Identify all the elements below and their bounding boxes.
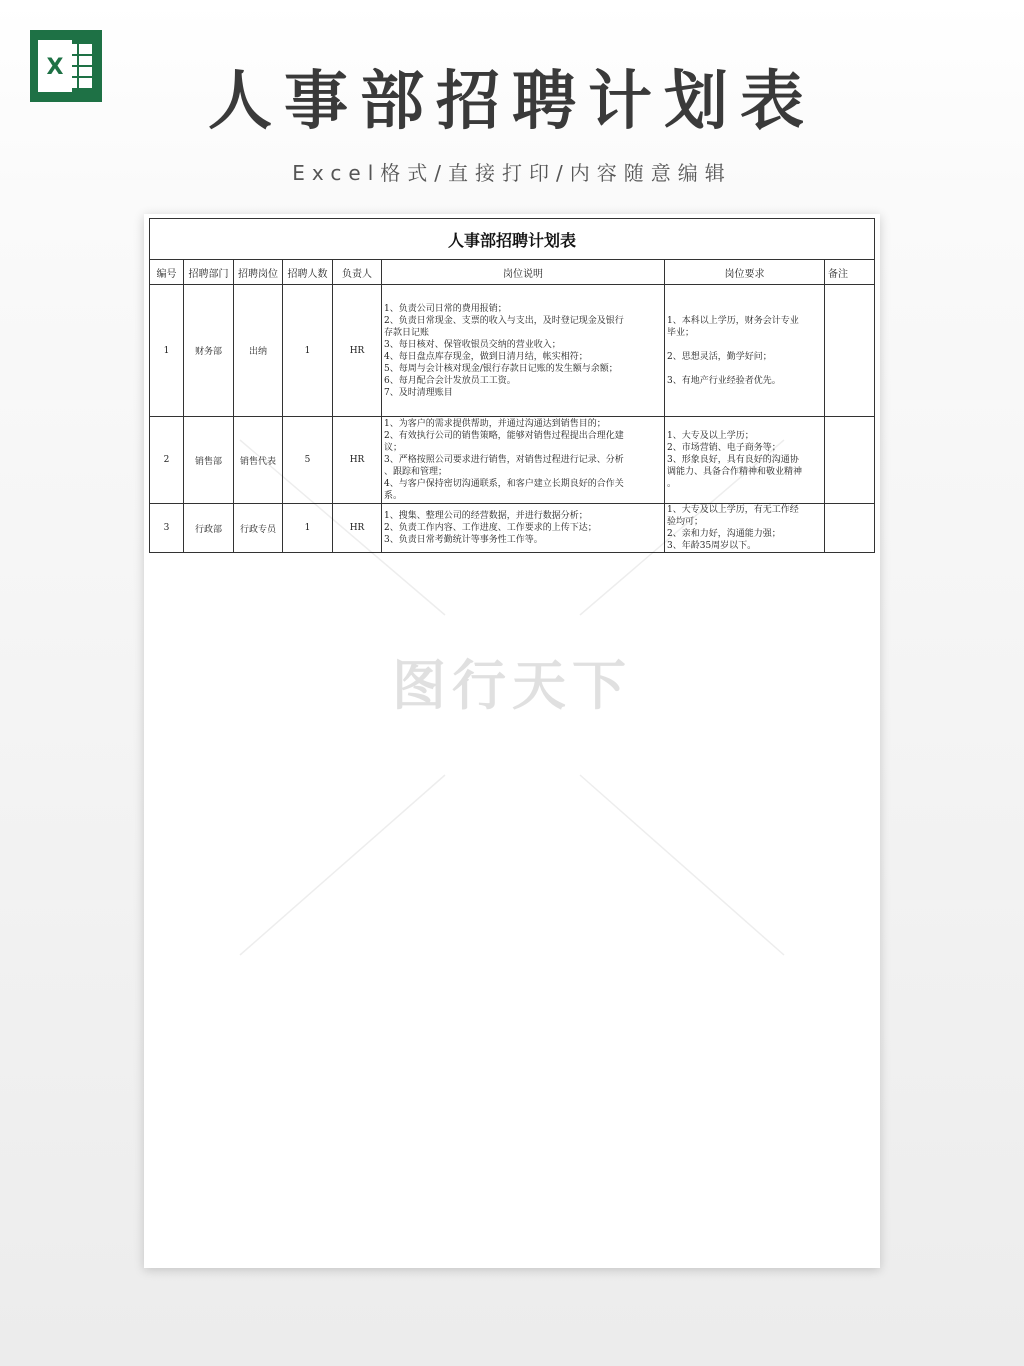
description-line: 6、每月配合会计发放员工工资。 (384, 375, 516, 386)
description-line: 4、与客户保持密切沟通联系，和客户建立长期良好的合作关 (384, 479, 624, 489)
description-line: 存款日记账 (384, 327, 430, 338)
column-header-requirements: 岗位要求 (665, 260, 825, 285)
watermark-text: 图行天下 (392, 653, 632, 717)
requirement-line: 3、有地产行业经验者优先。 (667, 375, 781, 386)
cell-owner: HR (333, 417, 382, 504)
requirement-line: 1、大专及以上学历； (667, 431, 754, 441)
cell-position: 销售代表 (234, 417, 283, 504)
requirement-line: 调能力、具备合作精神和敬业精神 (667, 467, 803, 477)
cell-dept: 行政部 (184, 504, 234, 553)
requirement-line: 毕业； (667, 327, 695, 338)
requirement-line: 3、形象良好，具有良好的沟通协 (667, 455, 799, 465)
description-line: 3、每日核对、保管收银员交纳的营业收入； (384, 339, 561, 350)
column-header-note: 备注 (825, 260, 875, 285)
description-line: 2、负责日常现金、支票的收入与支出，及时登记现金及银行 (384, 315, 624, 326)
cell-dept: 销售部 (184, 417, 234, 504)
cell-no: 2 (150, 417, 184, 504)
requirement-line: 1、本科以上学历，财务会计专业 (667, 315, 799, 326)
requirement-line: 1、大专及以上学历，有无工作经 (667, 505, 799, 515)
cell-count: 1 (283, 504, 333, 553)
excel-icon-letter: X (46, 55, 64, 80)
description-line: 1、为客户的需求提供帮助，并通过沟通达到销售目的； (384, 419, 606, 429)
cell-position: 出纳 (234, 285, 283, 417)
column-header-count: 招聘人数 (283, 260, 333, 285)
sheet-title: 人事部招聘计划表 (150, 219, 875, 260)
requirement-line: 2、亲和力好，沟通能力强； (667, 529, 781, 539)
description-line: 2、有效执行公司的销售策略，能够对销售过程提出合理化建 (384, 431, 624, 441)
column-header-position: 招聘岗位 (234, 260, 283, 285)
description-line: 4、每日盘点库存现金，做到日清月结，帐实相符； (384, 351, 588, 362)
cell-position: 行政专员 (234, 504, 283, 553)
column-header-dept: 招聘部门 (184, 260, 234, 285)
description-line: 3、负责日常考勤统计等事务性工作等。 (384, 535, 543, 545)
description-line: 、跟踪和管理； (384, 467, 448, 477)
description-line: 1、负责公司日常的费用报销； (384, 303, 507, 314)
column-header-owner: 负责人 (333, 260, 382, 285)
requirement-line: 3、年龄35周岁以下。 (667, 541, 757, 551)
cell-count: 1 (283, 285, 333, 417)
description-line: 7、及时清理账目 (384, 387, 453, 398)
requirement-line: 2、市场营销、电子商务等； (667, 443, 781, 453)
cell-owner: HR (333, 285, 382, 417)
cell-no: 1 (150, 285, 184, 417)
column-header-no: 编号 (150, 260, 184, 285)
cell-count: 5 (283, 417, 333, 504)
requirement-line: 2、思想灵活，勤学好问； (667, 351, 772, 362)
cell-no: 3 (150, 504, 184, 553)
description-line: 5、每周与会计核对现金/银行存款日记账的发生额与余额； (384, 363, 618, 374)
page-subtitle: Excel格式/直接打印/内容随意编辑 (292, 161, 732, 185)
description-line: 1、搜集、整理公司的经营数据，并进行数据分析； (384, 511, 588, 521)
cell-owner: HR (333, 504, 382, 553)
description-line: 2、负责工作内容、工作进度、工作要求的上传下达； (384, 523, 597, 533)
description-line: 议； (384, 443, 403, 453)
page-title: 人事部招聘计划表 (208, 65, 816, 139)
description-line: 3、严格按照公司要求进行销售，对销售过程进行记录、分析 (384, 455, 624, 465)
requirement-line: 验均可； (667, 517, 704, 527)
description-line: 系。 (384, 491, 403, 501)
requirement-line: 。 (667, 479, 677, 489)
column-header-description: 岗位说明 (382, 260, 665, 285)
cell-dept: 财务部 (184, 285, 234, 417)
